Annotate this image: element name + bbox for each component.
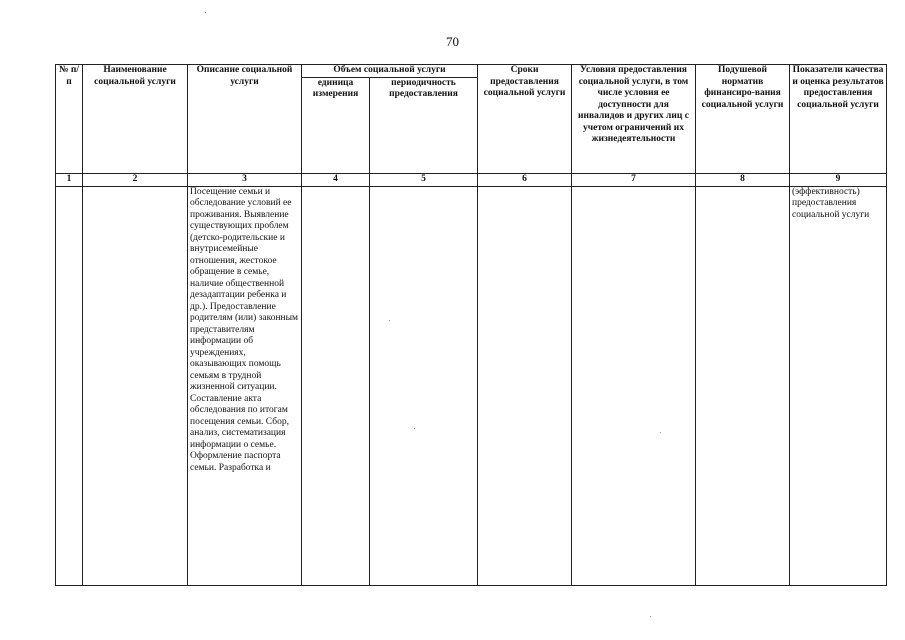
header-description: Описание социальной услуги (188, 65, 302, 174)
column-number: 5 (370, 174, 478, 187)
column-number: 7 (572, 174, 696, 187)
scan-speck (660, 432, 661, 433)
column-number: 4 (302, 174, 370, 187)
cell-service-name (83, 186, 188, 585)
services-table (55, 64, 887, 586)
header-volume-group: Объем социальной услуги (302, 65, 478, 78)
column-number: 2 (83, 174, 188, 187)
column-number: 6 (478, 174, 572, 187)
cell-description: Посещение семьи и обследование условий ее проживания. Выявление существующих проблем (детско-родительские и внутрисемейные отношения, жестокое обращение в семье, наличие общественной дезадаптации ребенка и др.). Предоставление родителям (или) законным представителям информации об учреждениях, оказывающих помощь семьям в трудной жизненной ситуации. Составление акта обследования по итогам посещения семьи. Сбор, анализ, систематизация информации о семье. Оформление паспорта семьи. Разработка и (188, 186, 302, 585)
scan-speck (389, 320, 390, 321)
header-row (56, 65, 887, 78)
cell-indicators: (эффективность) предоставления социальной услуги (790, 186, 887, 585)
header-frequency: периодичность предоставления (370, 77, 478, 174)
scan-speck (650, 616, 651, 617)
cell-conditions (572, 186, 696, 585)
header-indicators: Показатели качества и оценка результатов предоставления социальной услуги (790, 65, 887, 174)
header-number: № п/п (56, 65, 83, 174)
header-terms: Сроки предоставления социальной услуги (478, 65, 572, 174)
header-service-name: Наименование социальной услуги (83, 65, 188, 174)
column-number-row (56, 174, 887, 187)
table-row (56, 186, 887, 585)
cell-number (56, 186, 83, 585)
page-number: 70 (446, 34, 459, 49)
cell-frequency (370, 186, 478, 585)
header-conditions: Условия предоставления социальной услуги, в том числе условия ее доступности для инвалидов и других лиц с учетом ограничений их жизнедеятельности (572, 65, 696, 174)
header-unit: единица измерения (302, 77, 370, 174)
cell-unit (302, 186, 370, 585)
column-number: 8 (696, 174, 790, 187)
header-normative: Подушевой норматив финансиро-вания социальной услуги (696, 65, 790, 174)
column-number: 1 (56, 174, 83, 187)
cell-terms (478, 186, 572, 585)
column-number: 3 (188, 174, 302, 187)
scan-speck (205, 12, 206, 13)
column-number: 9 (790, 174, 887, 187)
scan-speck (414, 428, 415, 429)
cell-normative (696, 186, 790, 585)
